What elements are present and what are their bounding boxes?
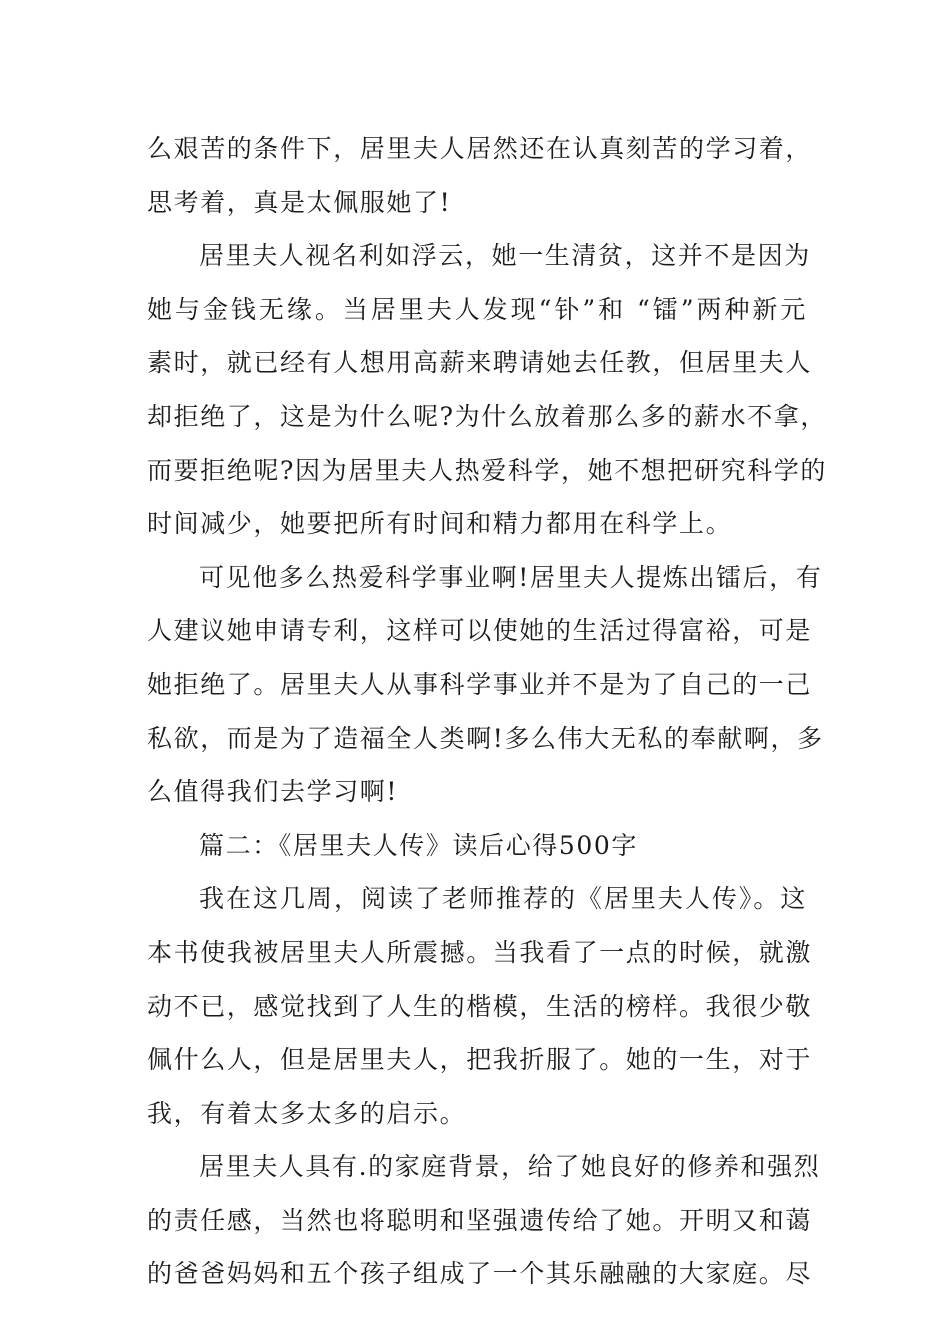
text-line: 人建议她申请专利，这样可以使她的生活过得富裕，可是 bbox=[147, 616, 813, 646]
text-line: 可见他多么热爱科学事业啊!居里夫人提炼出镭后，有 bbox=[199, 562, 823, 592]
text-line: 而要拒绝呢?因为居里夫人热爱科学，她不想把研究科学的 bbox=[147, 455, 828, 485]
text-line: 却拒绝了，这是为什么呢?为什么放着那么多的薪水不拿， bbox=[147, 401, 828, 431]
text-line: 时间减少，她要把所有时间和精力都用在科学上。 bbox=[147, 509, 733, 539]
text-line: 居里夫人视名利如浮云，她一生清贫，这并不是因为 bbox=[199, 241, 811, 271]
text-line: 私欲，而是为了造福全人类啊!多么伟大无私的奉献啊，多 bbox=[147, 723, 824, 753]
text-line: 居里夫人具有.的家庭背景，给了她良好的修养和强烈 bbox=[199, 1152, 821, 1182]
text-line: 素时，就已经有人想用高薪来聘请她去任教，但居里夫人 bbox=[147, 348, 813, 378]
text-line: 思考着，真是太佩服她了! bbox=[147, 187, 452, 217]
text-line: 么艰苦的条件下，居里夫人居然还在认真刻苦的学习着， bbox=[147, 134, 813, 163]
text-line: 的责任感，当然也将聪明和坚强遗传给了她。开明又和蔼 bbox=[147, 1205, 813, 1235]
text-line: 么值得我们去学习啊! bbox=[147, 777, 399, 807]
text-line: 篇二：《居里夫人传》读后心得500字 bbox=[199, 830, 639, 860]
text-line: 她与金钱无缘。当居里夫人发现“钋”和 “镭”两种新元 bbox=[147, 294, 807, 324]
text-line: 的爸爸妈妈和五个孩子组成了一个其乐融融的大家庭。尽 bbox=[147, 1259, 813, 1289]
text-line: 动不已，感觉找到了人生的楷模，生活的榜样。我很少敬 bbox=[147, 991, 813, 1021]
text-line: 佩什么人，但是居里夫人，把我折服了。她的一生，对于 bbox=[147, 1045, 813, 1075]
text-line: 我在这几周，阅读了老师推荐的《居里夫人传》。这 bbox=[199, 884, 807, 914]
text-line: 我，有着太多太多的启示。 bbox=[147, 1098, 467, 1128]
text-line: 她拒绝了。居里夫人从事科学事业并不是为了自己的一己 bbox=[147, 669, 813, 699]
document-body bbox=[147, 122, 828, 1301]
text-line: 本书使我被居里夫人所震撼。当我看了一点的时候，就激 bbox=[147, 937, 813, 967]
